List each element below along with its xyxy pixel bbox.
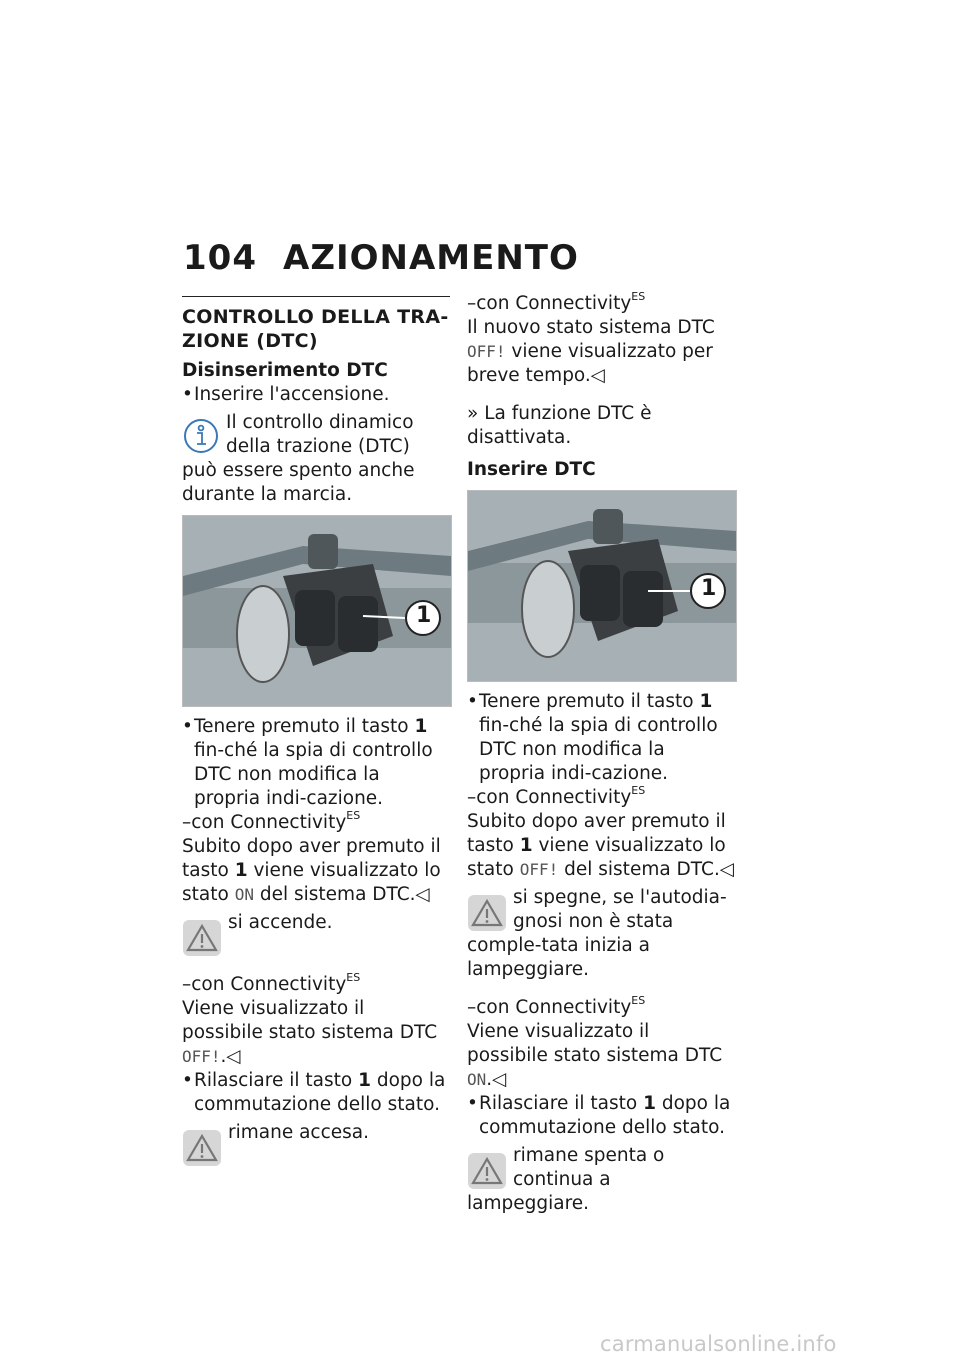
warning-text-1: si spegne, se l'autodia-gnosi non è stata comple-tata inizia a lampeggiare. — [467, 887, 727, 980]
handlebar-illustration — [468, 491, 736, 681]
warning-text-2: rimane accesa. — [228, 1122, 370, 1143]
watermark: carmanualsonline.info — [600, 1332, 837, 1356]
section-rule — [182, 296, 450, 297]
warning-note-1 — [467, 886, 735, 982]
warning-light-icon — [182, 1129, 222, 1167]
condition-connectivity-2: –con Connectivity$^{ES}$ — [182, 971, 361, 995]
condition-text-2: Viene visualizzato il possibile stato sistema DTC OFF!.◁ — [182, 998, 438, 1067]
subheading-disinserimento: Disinserimento DTC — [182, 360, 388, 381]
warning-note-1 — [182, 911, 450, 959]
status-on: ON — [234, 885, 254, 904]
warning-text-2: rimane spenta o continua a lampeggiare. — [467, 1145, 665, 1214]
handlebar-illustration — [183, 516, 451, 706]
page-title: AZIONAMENTO — [283, 238, 579, 278]
condition-connectivity-2: –con Connectivity$^{ES}$ — [467, 994, 646, 1018]
bullet-tenere: • Tenere premuto il tasto 1 fin-ché la spia di controllo DTC non modifica la propria indi-cazione. — [467, 690, 735, 786]
condition-connectivity-1: –con Connectivity$^{ES}$ — [467, 784, 646, 808]
warning-note-2 — [467, 1144, 735, 1216]
handlebar-photo-right — [467, 490, 737, 682]
left-column — [182, 292, 450, 1177]
info-icon — [182, 417, 220, 455]
status-off: OFF! — [467, 342, 506, 361]
condition-text-1: Subito dopo aver premuto il tasto 1 viene visualizzato lo stato ON del sistema DTC.◁ — [182, 836, 441, 905]
bullet-tenere: • Tenere premuto il tasto 1 fin-ché la spia di controllo DTC non modifica la propria indi-cazione. — [182, 715, 450, 811]
condition-text-2: Viene visualizzato il possibile stato sistema DTC ON.◁ — [467, 1021, 723, 1090]
status-off: OFF! — [519, 860, 559, 879]
status-on: ON — [467, 1070, 487, 1089]
condition-text-0: Il nuovo stato sistema DTC OFF! viene visualizzato per breve tempo.◁ — [467, 317, 715, 386]
status-off: OFF! — [182, 1047, 221, 1066]
warning-text-1: si accende. — [228, 912, 333, 933]
bullet-inserire: • Inserire l'accensione. — [182, 383, 450, 407]
callout-1-label: 1 — [416, 603, 432, 628]
callout-1-label: 1 — [701, 576, 717, 601]
warning-note-2 — [182, 1121, 450, 1169]
page-header — [183, 238, 783, 288]
section-title: CONTROLLO DELLA TRA-ZIONE (DTC) — [182, 306, 449, 352]
right-column — [467, 292, 735, 1224]
bullet-rilasciare: • Rilasciare il tasto 1 dopo la commutazione dello stato. — [182, 1069, 450, 1117]
condition-text-1: Subito dopo aver premuto il tasto 1 viene visualizzato lo stato OFF! del sistema DTC.◁ — [467, 811, 735, 880]
bullet-rilasciare: • Rilasciare il tasto 1 dopo la commutazione dello stato. — [467, 1092, 735, 1140]
info-text: Il controllo dinamico della trazione (DTC) può essere spento anche durante la marcia. — [182, 412, 415, 505]
key-number: 1 — [414, 716, 428, 737]
condition-connectivity-1: –con Connectivity$^{ES}$ — [182, 809, 361, 833]
condition-connectivity-0: –con Connectivity$^{ES}$ — [467, 290, 646, 314]
warning-light-icon — [182, 919, 222, 957]
warning-light-icon — [467, 894, 507, 932]
info-note — [182, 411, 450, 507]
result-line: » La funzione DTC è disattivata. — [467, 403, 652, 448]
page-number: 104 — [183, 238, 257, 278]
handlebar-photo-left — [182, 515, 452, 707]
warning-light-icon — [467, 1152, 507, 1190]
subheading-inserire: Inserire DTC — [467, 459, 596, 480]
